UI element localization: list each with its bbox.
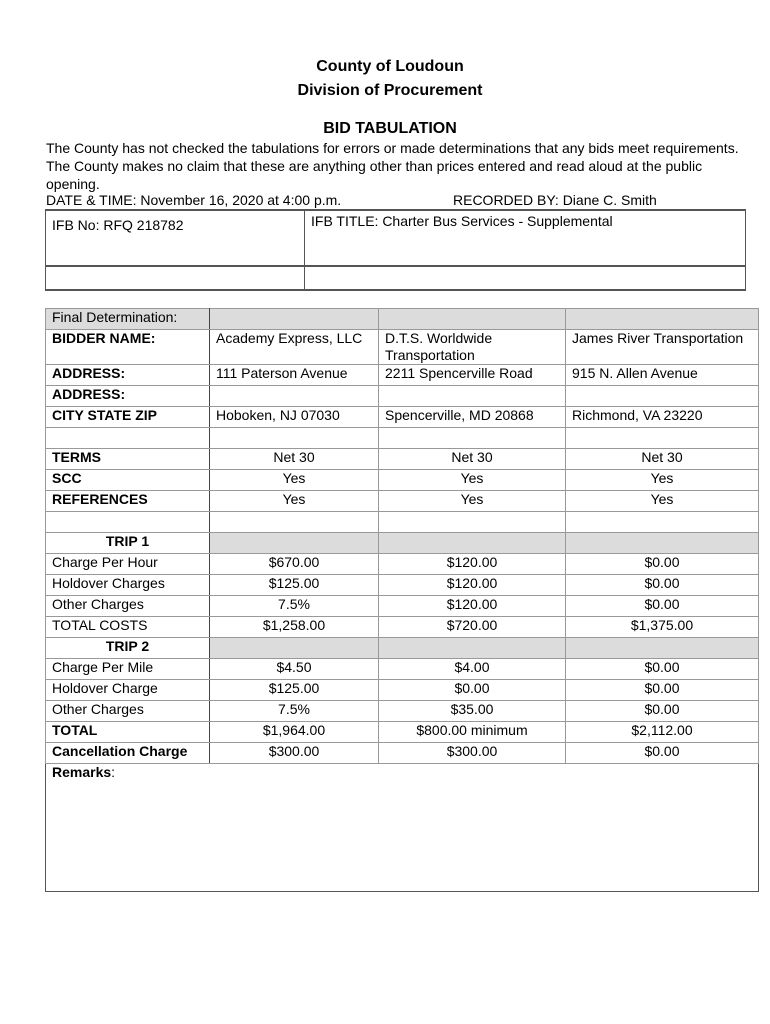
bidder-3-charge-per-hour: $0.00 [566, 554, 759, 575]
bidder-3-city: Richmond, VA 23220 [566, 407, 759, 428]
bidder-3-name: James River Transportation [566, 330, 759, 365]
remarks-box [46, 764, 759, 892]
blank-cell [305, 266, 746, 290]
address2-row [46, 386, 759, 407]
holdover-charges-label: Holdover Charges [46, 575, 210, 596]
charge-per-hour-row [46, 554, 759, 575]
total-row [46, 722, 759, 743]
bidder-1-address: 111 Paterson Avenue [210, 365, 379, 386]
bidder-3-references: Yes [566, 491, 759, 512]
charge-per-hour-label: Charge Per Hour [46, 554, 210, 575]
bidder-2-scc: Yes [379, 470, 566, 491]
bidder-3-other-1: $0.00 [566, 596, 759, 617]
other-charges-1-row [46, 596, 759, 617]
terms-row [46, 449, 759, 470]
total-costs-row [46, 617, 759, 638]
bidder-1-total-costs: $1,258.00 [210, 617, 379, 638]
bidder-2-cancellation: $300.00 [379, 743, 566, 764]
trip2-label: TRIP 2 [46, 638, 210, 659]
remarks-row [46, 764, 759, 892]
holdover-charges-row [46, 575, 759, 596]
bidder-2-references: Yes [379, 491, 566, 512]
final-determination-row [46, 309, 759, 330]
blank-row [46, 512, 759, 533]
bidder-1-charge-per-mile: $4.50 [210, 659, 379, 680]
bid-tabulation-table [45, 308, 759, 892]
bidder-1-holdover-1: $125.00 [210, 575, 379, 596]
remarks-label: Remarks [52, 764, 112, 780]
ifb-title: IFB TITLE: Charter Bus Services - Supplemental [305, 210, 746, 266]
total-costs-label: TOTAL COSTS [46, 617, 210, 638]
bidder-2-other-2: $35.00 [379, 701, 566, 722]
charge-per-mile-row [46, 659, 759, 680]
bidder-3-other-2: $0.00 [566, 701, 759, 722]
total-label: TOTAL [46, 722, 210, 743]
holdover-charge-label: Holdover Charge [46, 680, 210, 701]
disclaimer [46, 139, 746, 193]
trip1-header-row [46, 533, 759, 554]
disclaimer-text: The County has not checked the tabulations for errors or made determinations that any bids meet requirements. The County makes no claim that these are anything other than prices entered and read aloud at the public opening. [46, 140, 739, 192]
ifb-header-table [45, 209, 746, 291]
bidder-1-city: Hoboken, NJ 07030 [210, 407, 379, 428]
address-row [46, 365, 759, 386]
org-title: County of Loudoun [316, 58, 464, 75]
bidder-3-scc: Yes [566, 470, 759, 491]
bidder-3-terms: Net 30 [566, 449, 759, 470]
trip1-label: TRIP 1 [46, 533, 210, 554]
bidder-2-holdover-2: $0.00 [379, 680, 566, 701]
bidder-1-other-1: 7.5% [210, 596, 379, 617]
remarks-colon: : [111, 764, 116, 780]
bidder-2-other-1: $120.00 [379, 596, 566, 617]
bidder-3-total-costs: $1,375.00 [566, 617, 759, 638]
bidder-1-cancellation: $300.00 [210, 743, 379, 764]
division-title: Division of Procurement [297, 82, 483, 99]
bidder-1-name: Academy Express, LLC [210, 330, 379, 365]
bidder-1-total: $1,964.00 [210, 722, 379, 743]
bidder-3-holdover-2: $0.00 [566, 680, 759, 701]
trip2-header-row [46, 638, 759, 659]
bidder-3-address: 915 N. Allen Avenue [566, 365, 759, 386]
bidder-3-cancellation: $0.00 [566, 743, 759, 764]
final-determination-label: Final Determination: [46, 309, 210, 330]
cancellation-label: Cancellation Charge [46, 743, 210, 764]
bidder-3-charge-per-mile: $0.00 [566, 659, 759, 680]
ifb-number: IFB No: RFQ 218782 [46, 210, 305, 266]
bidder-3-total: $2,112.00 [566, 722, 759, 743]
charge-per-mile-label: Charge Per Mile [46, 659, 210, 680]
scc-row [46, 470, 759, 491]
bidder-1-scc: Yes [210, 470, 379, 491]
scc-label: SCC [46, 470, 210, 491]
blank-row [46, 428, 759, 449]
bidder-2-terms: Net 30 [379, 449, 566, 470]
bidder-1-references: Yes [210, 491, 379, 512]
bidder-name-row [46, 330, 759, 365]
references-label: REFERENCES [46, 491, 210, 512]
bidder-2-name: D.T.S. Worldwide Transportation [379, 330, 566, 365]
bidder-2-total: $800.00 minimum [379, 722, 566, 743]
bidder-2-charge-per-hour: $120.00 [379, 554, 566, 575]
bidder-1-holdover-2: $125.00 [210, 680, 379, 701]
bidder-2-charge-per-mile: $4.00 [379, 659, 566, 680]
bidder-3-holdover-1: $0.00 [566, 575, 759, 596]
bidder-2-holdover-1: $120.00 [379, 575, 566, 596]
cancellation-row [46, 743, 759, 764]
date-time: DATE & TIME: November 16, 2020 at 4:00 p.m. [46, 192, 342, 208]
recorded-by: RECORDED BY: Diane C. Smith [453, 192, 657, 208]
blank-cell [46, 266, 305, 290]
bidder-1-charge-per-hour: $670.00 [210, 554, 379, 575]
holdover-charge-row [46, 680, 759, 701]
bidder-name-label: BIDDER NAME: [46, 330, 210, 365]
bidder-1-other-2: 7.5% [210, 701, 379, 722]
city-state-zip-row [46, 407, 759, 428]
address-label: ADDRESS: [46, 365, 210, 386]
bidder-2-city: Spencerville, MD 20868 [379, 407, 566, 428]
address2-label: ADDRESS: [46, 386, 210, 407]
bidder-1-terms: Net 30 [210, 449, 379, 470]
terms-label: TERMS [46, 449, 210, 470]
bidder-2-total-costs: $720.00 [379, 617, 566, 638]
bidder-2-address: 2211 Spencerville Road [379, 365, 566, 386]
city-state-zip-label: CITY STATE ZIP [46, 407, 210, 428]
other-charges-2-label: Other Charges [46, 701, 210, 722]
other-charges-1-label: Other Charges [46, 596, 210, 617]
references-row [46, 491, 759, 512]
page-title: BID TABULATION [323, 120, 457, 137]
other-charges-2-row [46, 701, 759, 722]
